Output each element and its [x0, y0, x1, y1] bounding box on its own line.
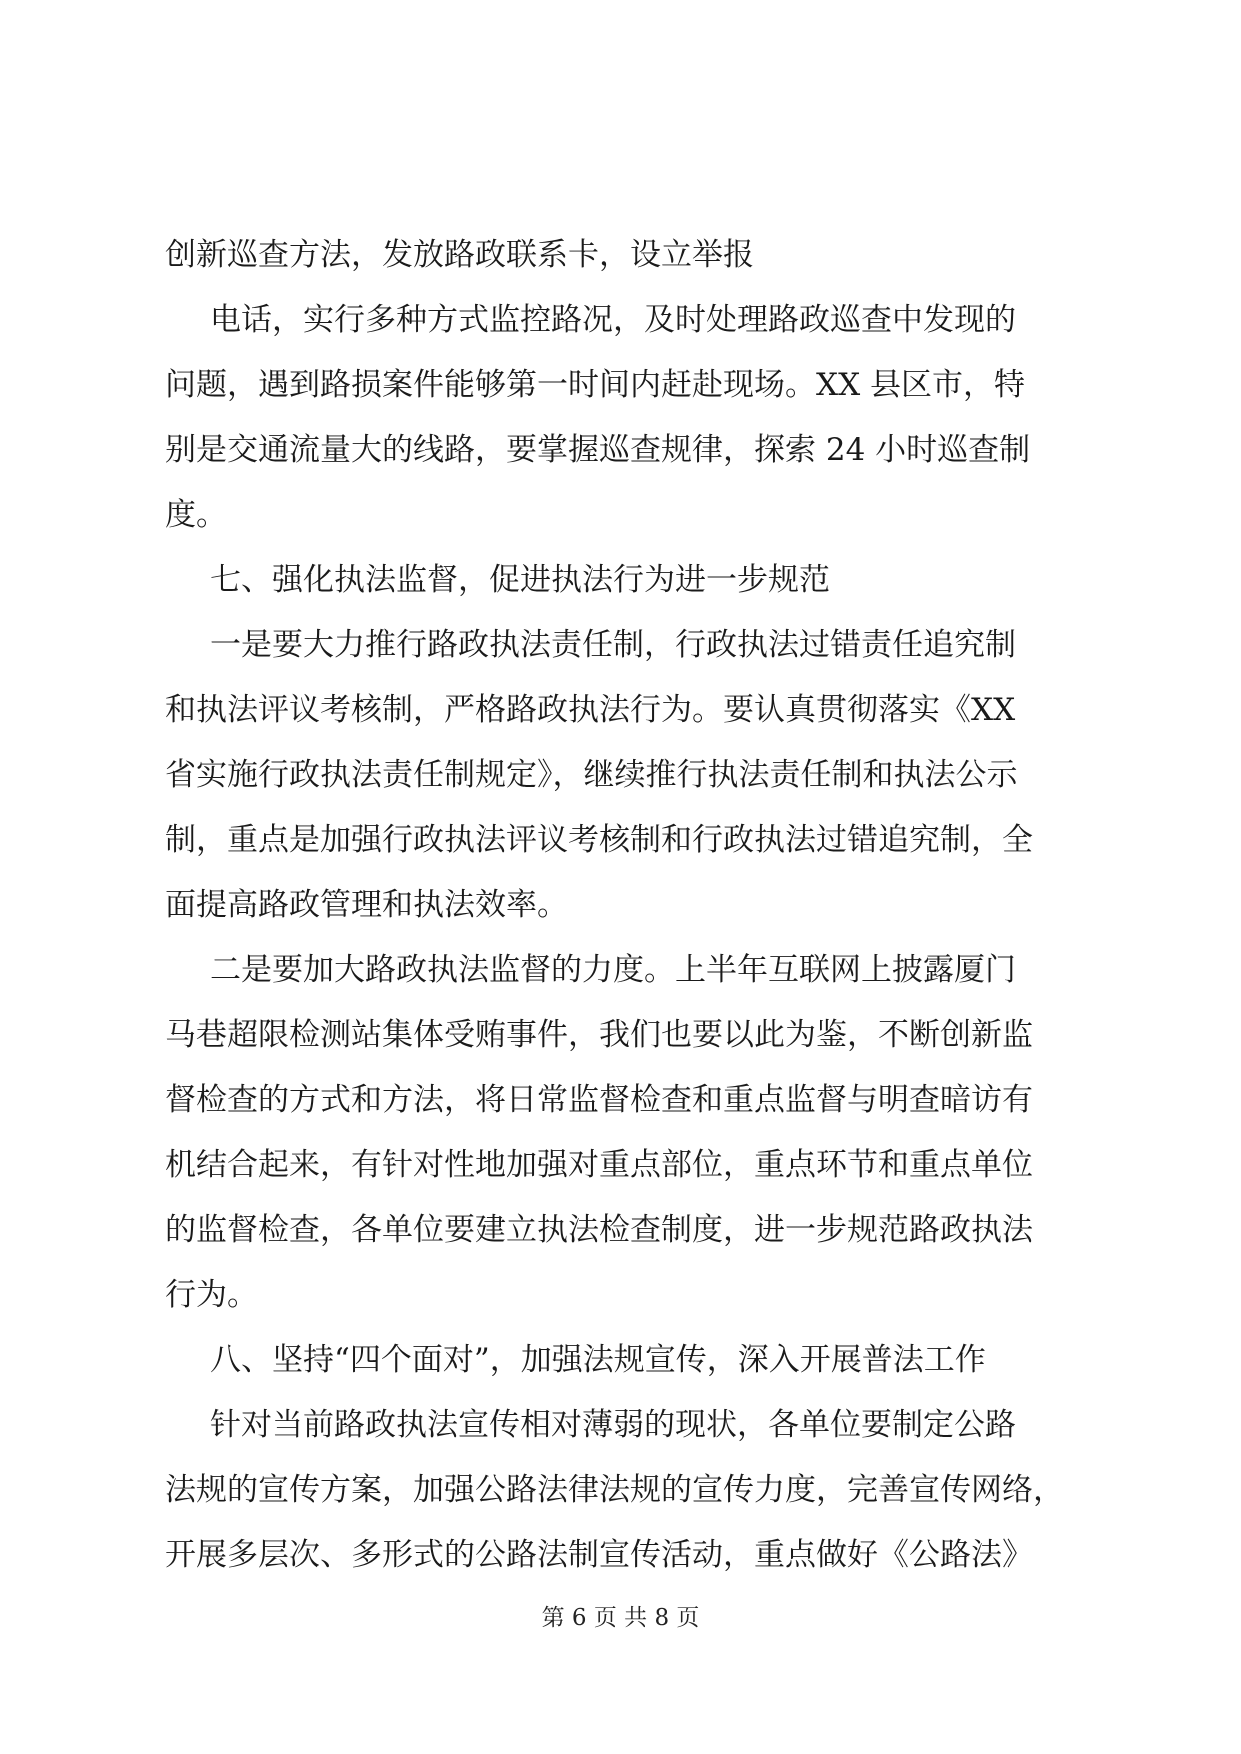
text-line — [0, 420, 1241, 480]
section-heading — [0, 1330, 1241, 1390]
line-text: 别是交通流量大的线路，要掌握巡查规律，探索 24 小时巡查制 — [165, 432, 1031, 468]
line-text: 电话，实行多种方式监控路况，及时处理路政巡查中发现的 — [210, 302, 1016, 338]
line-text: 度。 — [165, 497, 227, 533]
text-line — [0, 1135, 1241, 1195]
text-line — [0, 1070, 1241, 1130]
text-line — [0, 875, 1241, 935]
line-text: 问题，遇到路损案件能够第一时间内赶赴现场。XX 县区市，特 — [165, 367, 1025, 403]
text-line — [0, 745, 1241, 805]
text-line — [0, 1460, 1241, 1520]
line-text: 针对当前路政执法宣传相对薄弱的现状，各单位要制定公路 — [210, 1407, 1016, 1443]
line-text: 开展多层次、多形式的公路法制宣传活动，重点做好《公路法》 — [165, 1537, 1033, 1573]
line-text: 一是要大力推行路政执法责任制，行政执法过错责任追究制 — [210, 627, 1016, 663]
text-line — [0, 810, 1241, 870]
line-text: 八、坚持“四个面对”，加强法规宣传，深入开展普法工作 — [210, 1342, 986, 1378]
text-line — [0, 290, 1241, 350]
text-line — [0, 1525, 1241, 1585]
line-text: 面提高路政管理和执法效率。 — [165, 887, 568, 923]
line-text: 制，重点是加强行政执法评议考核制和行政执法过错追究制，全 — [165, 822, 1033, 858]
line-text: 七、强化执法监督，促进执法行为进一步规范 — [210, 562, 830, 598]
line-text: 二是要加大路政执法监督的力度。上半年互联网上披露厦门 — [210, 952, 1016, 988]
text-line — [0, 485, 1241, 545]
text-line — [0, 1005, 1241, 1065]
line-text: 的监督检查，各单位要建立执法检查制度，进一步规范路政执法 — [165, 1212, 1033, 1248]
text-line — [0, 225, 1241, 285]
line-text: 创新巡查方法，发放路政联系卡，设立举报 — [165, 237, 754, 273]
text-line — [0, 1265, 1241, 1325]
section-heading — [0, 550, 1241, 610]
page-number-footer: 第 6 页 共 8 页 — [541, 1605, 700, 1631]
line-text: 机结合起来，有针对性地加强对重点部位，重点环节和重点单位 — [165, 1147, 1033, 1183]
line-text: 马巷超限检测站集体受贿事件，我们也要以此为鉴，不断创新监 — [165, 1017, 1033, 1053]
text-line — [0, 615, 1241, 675]
text-line — [0, 680, 1241, 740]
line-text: 省实施行政执法责任制规定》，继续推行执法责任制和执法公示 — [165, 757, 1018, 793]
text-line — [0, 1200, 1241, 1260]
line-text: 行为。 — [165, 1277, 258, 1313]
text-line — [0, 1395, 1241, 1455]
text-line — [0, 355, 1241, 415]
line-text: 和执法评议考核制，严格路政执法行为。要认真贯彻落实《XX — [165, 692, 1016, 728]
line-text: 法规的宣传方案，加强公路法律法规的宣传力度，完善宣传网络， — [165, 1472, 1064, 1508]
line-text: 督检查的方式和方法，将日常监督检查和重点监督与明查暗访有 — [165, 1082, 1033, 1118]
text-line — [0, 940, 1241, 1000]
